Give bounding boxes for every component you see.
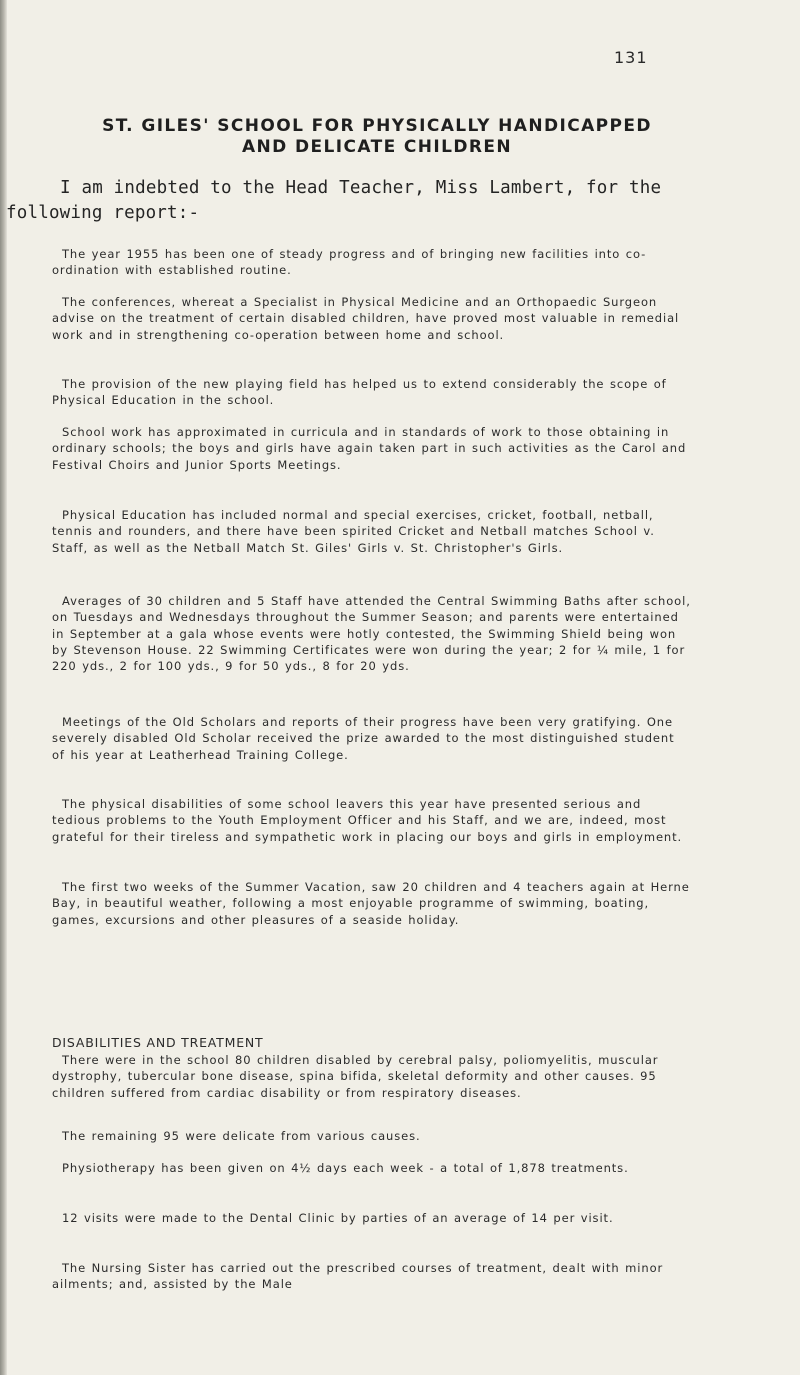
page-title-line-1: ST. GILES' SCHOOL FOR PHYSICALLY HANDICAPPED: [102, 116, 652, 136]
page-title-line-2: AND DELICATE CHILDREN: [241, 137, 513, 157]
report-paragraph-2: The conferences, whereat a Specialist in Physical Medicine and an Orthopaedic Surgeon advise on the treatment of certain disabled children, have proved most valuable in remedial work and in strengthening co-operation between home and school.: [52, 295, 680, 342]
report-paragraph-6: Averages of 30 children and 5 Staff have attended the Central Swimming Baths after school, on Tuesdays and Wednesdays throughout the Summer Season; and parents were entertained in September at a gala whose events were hotly contested, the Swimming Shield being won by Stevenson House. 22 Swimming Certificates were won during the year; 2 for ¼ mile, 1 for 220 yds., 2 for 100 yds., 9 for 50 yds., 8 for 20 yds.: [52, 594, 691, 674]
disabilities-paragraph-4: 12 visits were made to the Dental Clinic by parties of an average of 14 per visit.: [62, 1211, 614, 1225]
report-paragraph-8: The physical disabilities of some school leavers this year have presented serious and tedious problems to the Youth Employment Officer and his Staff, and we are, indeed, most grateful for their tireless and sympathetic work in placing our boys and girls in employment.: [52, 797, 683, 844]
report-paragraph-1: The year 1955 has been one of steady progress and of bringing new facilities into co-ordination with established routine.: [52, 247, 647, 278]
page-number: 131: [614, 48, 648, 67]
disabilities-paragraph-2: The remaining 95 were delicate from various causes.: [62, 1129, 421, 1143]
report-paragraph-9: The first two weeks of the Summer Vacation, saw 20 children and 4 teachers again at Herne Bay, in beautiful weather, following a most enjoyable programme of swimming, boating, games, excursions and other pleasures of a seaside holiday.: [52, 880, 690, 927]
disabilities-paragraph-5: The Nursing Sister has carried out the prescribed courses of treatment, dealt with minor ailments; and, assisted by the Male: [52, 1261, 664, 1292]
report-paragraph-4: School work has approximated in curricula and in standards of work to those obtaining in ordinary schools; the boys and girls have again taken part in such activities as the Carol and Festival Choirs and Junior Sports Meetings.: [52, 425, 687, 472]
report-paragraph-5: Physical Education has included normal and special exercises, cricket, football, netball, tennis and rounders, and there have been spirited Cricket and Netball matches School v. Staff, as well as the Netball Match St. Giles' Girls v. St. Christopher's Girls.: [52, 508, 655, 555]
report-paragraph-3: The provision of the new playing field has helped us to extend considerably the scope of Physical Education in the school.: [52, 377, 667, 408]
disabilities-paragraph-3: Physiotherapy has been given on 4½ days each week - a total of 1,878 treatments.: [62, 1161, 629, 1175]
intro-paragraph: I am indebted to the Head Teacher, Miss Lambert, for the following report:-: [6, 178, 662, 223]
report-paragraph-7: Meetings of the Old Scholars and reports of their progress have been very gratifying. One severely disabled Old Scholar received the prize awarded to the most distinguished student of his year at Leatherhead Training College.: [52, 715, 675, 762]
section-heading-disabilities: DISABILITIES AND TREATMENT: [52, 1035, 264, 1050]
disabilities-paragraph-1: There were in the school 80 children disabled by cerebral palsy, poliomyelitis, muscular dystrophy, tubercular bone disease, spina bifida, skeletal deformity and other causes. 95 children suffered from cardiac disability or from respiratory diseases.: [52, 1053, 659, 1100]
